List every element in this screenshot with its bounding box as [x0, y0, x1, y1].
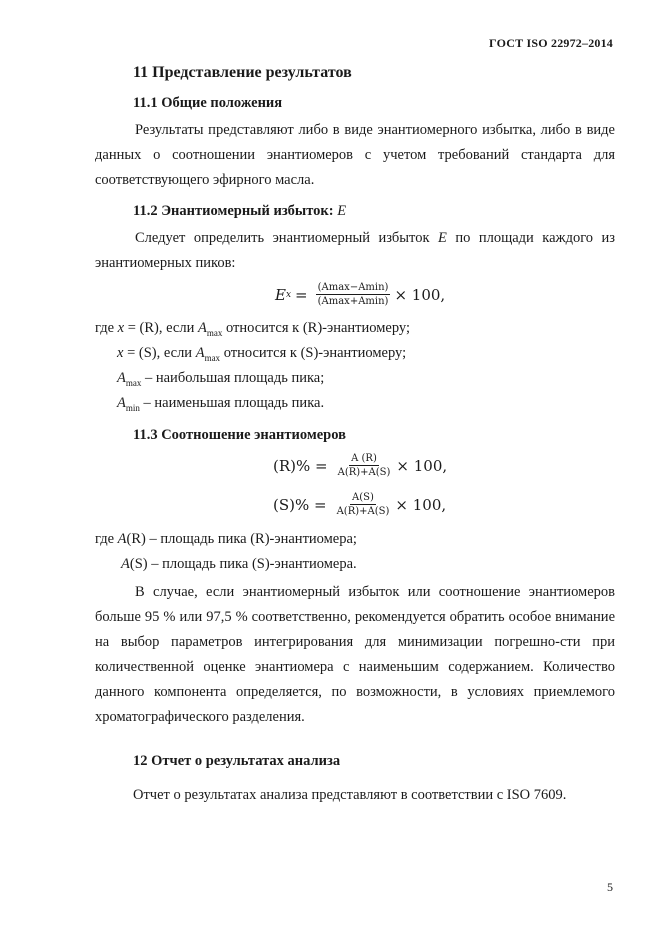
formula-r-numerator: A (R)	[351, 453, 377, 464]
formula-ex-multiplier: × 100,	[394, 285, 446, 304]
where-1-b: = (R), если	[124, 320, 198, 336]
subsection-11-2-text-a: Следует определить энантиомерный избыток	[135, 230, 438, 246]
subsection-11-1-title: 11.1 Общие положения	[133, 95, 283, 111]
formula-enantiomeric-excess	[275, 282, 445, 307]
subsection-11-3-text	[95, 580, 615, 730]
formula-ex-lhs-sub: x	[285, 289, 292, 300]
formula-ex-lhs: E	[275, 285, 286, 304]
definition-amax	[117, 370, 324, 388]
formula-r-ratio	[273, 453, 447, 478]
where-1-c: относится к (R)-энантиомеру;	[222, 320, 410, 336]
document-code-header: ГОСТ ISO 22972–2014	[489, 36, 613, 50]
where-2-c: относится к (S)-энантиомеру;	[220, 345, 407, 361]
formula-ex-equals: =	[295, 285, 308, 304]
where-3-b: (R) – площадь пика (R)-энантиомера;	[126, 531, 357, 547]
where-4-b: (S) – площадь пика (S)-энантиомера.	[129, 556, 357, 572]
subsection-11-1-body: Результаты представляют либо в виде энантиомерного избытка, либо в виде данных о соотношении энантиомеров с учетом требований стандарта для соответствующего эфирного масла.	[95, 122, 615, 188]
section-11-title: 11 Представление результатов	[133, 64, 352, 81]
section-12-text: Отчет о результатах анализа представляют в соответствии с ISO 7609.	[133, 787, 567, 803]
subsection-11-2-title-text: 11.2 Энантиомерный избыток:	[133, 203, 338, 219]
page-number: 5	[607, 880, 613, 894]
def-min-sub: min	[125, 402, 140, 413]
def-min-text: – наименьшая площадь пика.	[139, 395, 325, 411]
where-1-A: A	[197, 320, 207, 336]
subsection-11-2-text-variable: E	[437, 230, 447, 246]
subsection-11-2-title-variable: E	[337, 203, 347, 219]
def-max-text: – наибольшая площадь пика;	[141, 370, 325, 386]
subsection-11-2-text	[95, 226, 615, 276]
def-min-A: A	[117, 395, 126, 411]
where-2-x: x	[117, 345, 124, 361]
formula-r-fraction	[336, 453, 393, 478]
subsection-11-3-body: В случае, если энантиомерный избыток или соотношение энантиомеров больше 95 % или 97,5 % соответственно, рекомендуется обратить особое внимание на выбор параметров интегрирования для минимизации погрешно-сти при количественной оценке энантиомера с наименьшим содержанием. Количество данного компонента определяется, по возможности, в условиях приемлемого хроматографического разделения.	[95, 584, 615, 725]
where-4-A: A	[121, 556, 130, 572]
formula-s-multiplier: × 100,	[395, 495, 447, 514]
where-2-b: = (S), если	[123, 345, 196, 361]
subsection-11-2-title	[133, 203, 346, 220]
where-3-a: где	[95, 531, 118, 547]
subsection-11-1-text	[95, 118, 615, 193]
formula-ex-denominator: (Amax+Amin)	[317, 296, 389, 307]
where-line-3	[95, 531, 357, 548]
def-max-sub: max	[125, 377, 142, 388]
where-2-A: A	[195, 345, 205, 361]
where-line-4	[121, 556, 357, 573]
where-3-A: A	[117, 531, 127, 547]
formula-s-numerator: A(S)	[352, 492, 374, 503]
subsection-11-3-title: 11.3 Соотношение энантиомеров	[133, 427, 346, 443]
formula-s-ratio	[273, 492, 446, 517]
formula-ex-fraction	[316, 282, 391, 307]
where-2-sub: max	[204, 352, 221, 363]
where-1-x: x	[117, 320, 125, 336]
section-12-title: 12 Отчет о результатах анализа	[133, 753, 341, 769]
def-max-A: A	[117, 370, 126, 386]
formula-r-denominator: A(R)+A(S)	[337, 467, 391, 478]
formula-s-denominator: A(R)+A(S)	[336, 506, 390, 517]
where-line-2	[117, 345, 406, 363]
formula-ex-numerator: (Amax−Amin)	[317, 282, 389, 293]
formula-r-multiplier: × 100,	[396, 456, 448, 475]
where-line-1	[95, 320, 410, 338]
subsection-11-2-text-b: по площади каждого из энантиомерных пиков:	[95, 230, 615, 271]
formula-s-fraction	[335, 492, 392, 517]
where-1-sub: max	[206, 327, 223, 338]
formula-s-lhs: (S)% =	[273, 495, 327, 514]
definition-amin	[117, 395, 324, 413]
where-1-a: где	[95, 320, 118, 336]
formula-r-lhs: (R)% =	[273, 456, 328, 475]
